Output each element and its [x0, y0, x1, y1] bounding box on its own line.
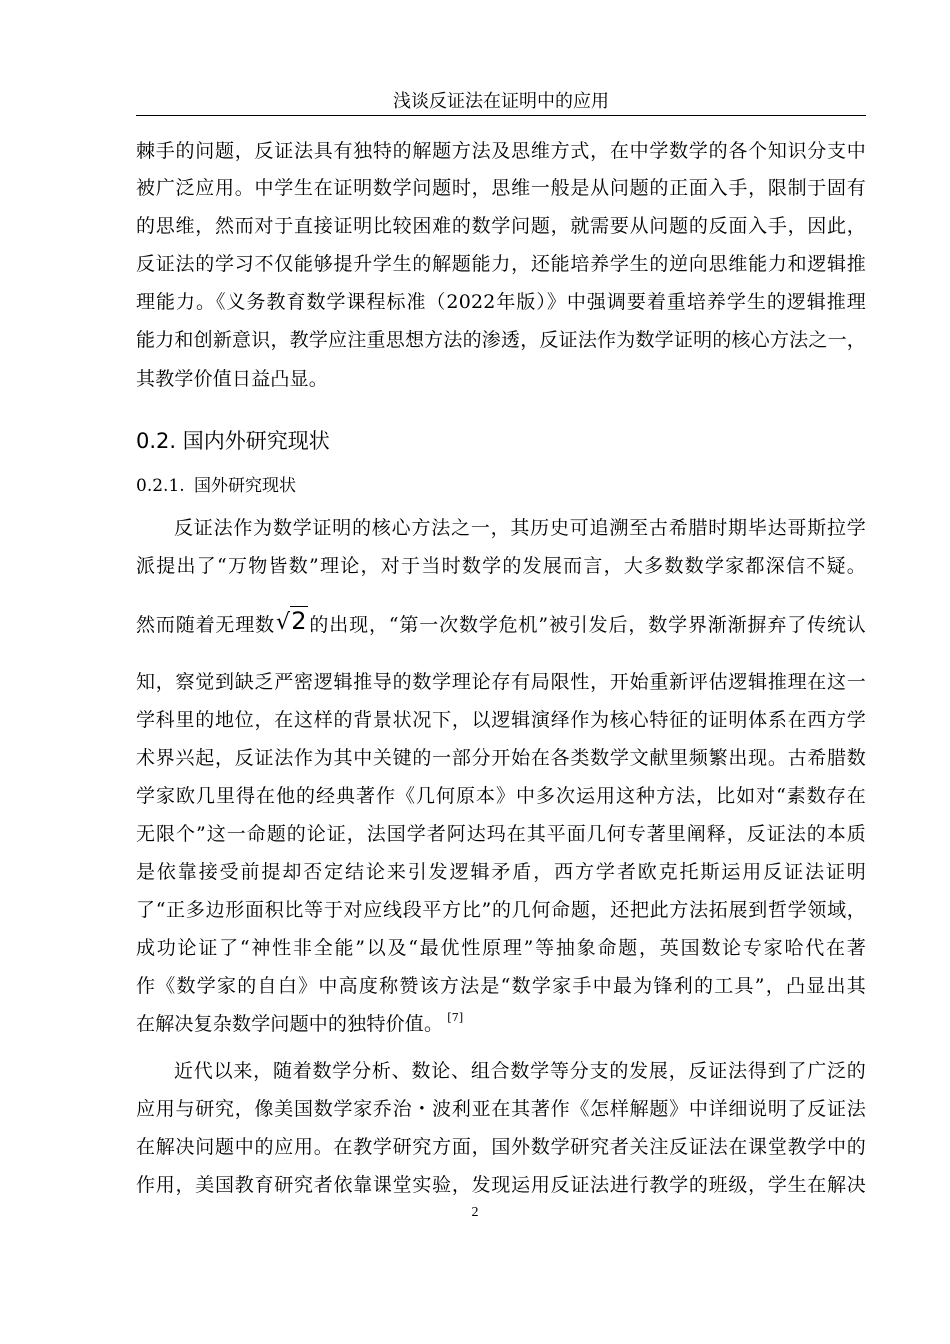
paragraph-line: 是依靠接受前提却否定结论来引发逻辑矛盾，西方学者欧克托斯运用反证法证明: [136, 861, 866, 883]
paragraph-line: 作用，美国教育研究者依靠课堂实验，发现运用反证法进行教学的班级，学生在解决: [136, 1174, 866, 1196]
paragraph-line: 术界兴起，反证法作为其中关键的一部分开始在各类数学文献里频繁出现。古希腊数: [136, 747, 866, 769]
paragraph-line: 学科里的地位，在这样的背景状况下，以逻辑演绎作为核心特征的证明体系在西方学: [136, 709, 866, 731]
intro-line: 被广泛应用。中学生在证明数学问题时，思维一般是从问题的正面入手，限制于固有: [136, 177, 866, 199]
radical-sign-icon: √: [276, 610, 291, 635]
paragraph-line: 派提出了“万物皆数”理论，对于当时数学的发展而言，大多数数学家都深信不疑。: [136, 555, 866, 577]
paragraph-last-text: 在解决复杂数学问题中的独特价值。: [136, 1013, 444, 1035]
paragraph-line-with-sqrt: [136, 608, 866, 638]
intro-line: 的思维，然而对于直接证明比较困难的数学问题，就需要从问题的反面入手，因此，: [136, 215, 866, 237]
paragraph-line: 了“正多边形面积比等于对应线段平方比”的几何命题，还把此方法拓展到哲学领域，: [136, 899, 866, 921]
header-rule: [136, 115, 866, 116]
page-number: 2: [471, 1205, 479, 1220]
square-root-expression: [276, 608, 308, 636]
paragraph-line: 近代以来，随着数学分析、数论、组合数学等分支的发展，反证法得到了广泛的: [174, 1060, 866, 1082]
section-heading: 0.2. 国内外研究现状: [136, 429, 330, 453]
paragraph-line: 知，察觉到缺乏严密逻辑推导的数学理论存有局限性，开始重新评估逻辑推理在这一: [136, 671, 866, 693]
intro-line: 理能力。《义务教育数学课程标准（2022年版）》中强调要着重培养学生的逻辑推理: [136, 291, 866, 313]
paragraph-line: 应用与研究，像美国数学家乔治・波利亚在其著作《怎样解题》中详细说明了反证法: [136, 1098, 866, 1120]
paragraph-last-line: [136, 1011, 866, 1037]
paragraph-line: 学家欧几里得在他的经典著作《几何原本》中多次运用这种方法，比如对“素数存在: [136, 785, 866, 807]
paragraph-line: 作《数学家的自白》中高度称赞该方法是“数学家手中最为锋利的工具”，凸显出其: [136, 975, 866, 997]
subsection-number: 0.2.1.: [136, 476, 185, 496]
paragraph-line: 成功论证了“神性非全能”以及“最优性原理”等抽象命题，英国数论专家哈代在著: [136, 937, 866, 959]
intro-line: 棘手的问题，反证法具有独特的解题方法及思维方式，在中学数学的各个知识分支中: [136, 140, 866, 162]
sqrt-line-before: 然而随着无理数: [136, 614, 276, 636]
paragraph-line: 在解决问题中的应用。在教学研究方面，国外数学研究者关注反证法在课堂教学中的: [136, 1136, 866, 1158]
subsection-heading: [136, 474, 296, 498]
intro-line: 反证法的学习不仅能够提升学生的解题能力，还能培养学生的逆向思维能力和逻辑推: [136, 253, 866, 275]
intro-line: 能力和创新意识，教学应注重思想方法的渗透，反证法作为数学证明的核心方法之一，: [136, 329, 866, 351]
paragraph-line: 反证法作为数学证明的核心方法之一，其历史可追溯至古希腊时期毕达哥斯拉学: [174, 517, 866, 539]
subsection-title: 国外研究现状: [194, 476, 296, 496]
running-header-title: 浅谈反证法在证明中的应用: [393, 91, 609, 112]
intro-line: 其教学价值日益凸显。: [136, 368, 329, 390]
sqrt-line-after: 的出现，“第一次数学危机”被引发后，数学界渐渐摒弃了传统认: [308, 614, 867, 636]
paragraph-line: 无限个”这一命题的论证，法国学者阿达玛在其平面几何专著里阐释，反证法的本质: [136, 823, 866, 845]
radicand: 2: [291, 607, 307, 635]
citation-reference: [7]: [447, 1011, 464, 1024]
